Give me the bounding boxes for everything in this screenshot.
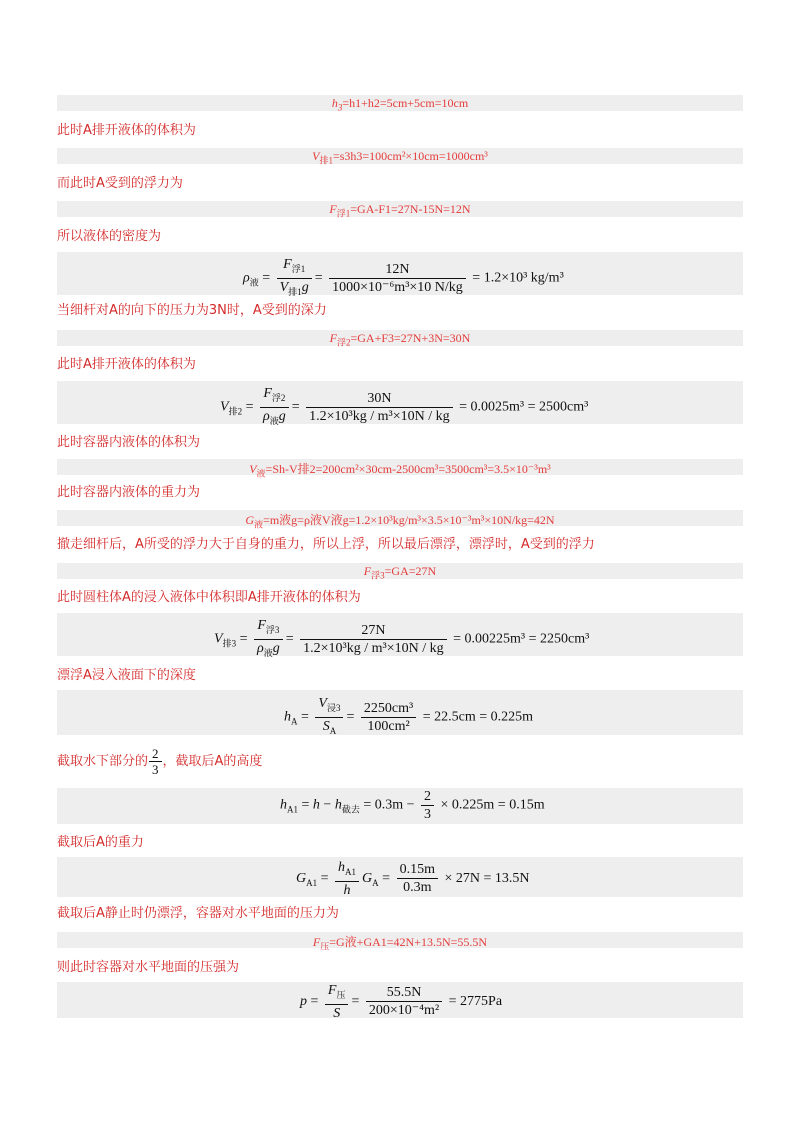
text-line: 此时容器内液体的重力为 <box>57 485 201 500</box>
equation-band-v2: $V_{排2}$ = $\frac{F_{浮2}}{\rho_液g}$ = $\frac{30N}{\text{1.2×10³kg / m³×10N / kg}}$ = 0.0025m³ = 2500cm³ <box>57 381 743 424</box>
density-denominator: 1000×10⁻⁶m³×10 N/kg <box>332 279 463 295</box>
text-line: 此时圆柱体A的浸入液体中体积即A排开液体的体积为 <box>57 590 361 605</box>
p-numerator: 55.5N <box>366 984 442 1002</box>
v3-result: = 0.00225m³ = 2250cm³ <box>453 631 590 647</box>
text-line: 截取后A的重力 <box>57 835 144 850</box>
ha-result: = 22.5cm = 0.225m <box>422 709 533 725</box>
text-line: 而此时A受到的浮力为 <box>57 176 183 191</box>
equation-gliquid: =m液g=ρ液V液g=1.2×10³kg/m³×3.5×10⁻³m³×10N/kg=42N <box>263 513 555 527</box>
equation-band-pressure: p = $\frac{F_压}{S}$ = $\frac{55.5N}{\text{200×10⁻⁴m²}}$ = 2775Pa <box>57 982 743 1018</box>
equation-band-density: $\rho_液$ = $\frac{F_{浮1}}{V_{排1}g}$ = $\frac{12N}{\text{1000×10⁻⁶m³×10 N/kg}}$ = 1.2×10³ kg/m³ <box>57 252 743 295</box>
ha1-frac-denominator: 3 <box>424 807 432 822</box>
v2-result: = 0.0025m³ = 2500cm³ <box>459 399 589 415</box>
equation-band-fpress: $F_压=G$液+GA1=42N+13.5N=55.5N <box>57 932 743 948</box>
equation-band-f1: $F_{浮1}=GA-F1=27N-15N=12N$ <box>57 201 743 217</box>
v3-denominator: 1.2×10³kg / m³×10N / kg <box>303 640 444 656</box>
density-numerator: 12N <box>329 261 466 279</box>
two-thirds-denominator: 3 <box>152 762 159 777</box>
ga1-result: × 27N = 13.5N <box>444 871 530 887</box>
equation-band-ha: $h_A$ = $\frac{V_{浸3}}{S_A}$ = $\frac{\text{2250cm³}}{\text{100cm²}}$ = 22.5cm = 0.225m <box>57 690 743 735</box>
cut-text-a: 截取水下部分的 <box>57 754 149 769</box>
text-line: 此时A排开液体的体积为 <box>57 123 196 138</box>
v3-numerator: 27N <box>300 622 446 640</box>
cut-text-b: ，截取后A的高度 <box>162 754 263 769</box>
density-result: = 1.2×10³ kg/m³ <box>472 270 564 286</box>
ha1-frac-numerator: 2 <box>421 788 434 806</box>
equation-band-h3: $h_3=h1+h2=5cm+5cm=10cm$ <box>57 95 743 111</box>
ha1-mid: = 0.3m − <box>363 797 415 813</box>
p-denominator: 200×10⁻⁴m² <box>368 1003 440 1019</box>
text-line: 此时容器内液体的体积为 <box>57 435 201 450</box>
equation-band-f3: $F_{浮3}=GA=27N$ <box>57 563 743 579</box>
equation-band-vliquid: $V_液=Sh-V$排2=200cm²×30cm-2500cm³=3500cm³=3.5×10⁻³m³ <box>57 459 743 475</box>
text-line: 此时A排开液体的体积为 <box>57 357 196 372</box>
ga1-numerator: 0.15m <box>397 861 438 879</box>
equation-f1: =GA-F1=27N-15N=12N <box>350 202 471 216</box>
text-line: 则此时容器对水平地面的压强为 <box>57 960 240 975</box>
v2-denominator: 1.2×10³kg / m³×10N / kg <box>309 408 450 424</box>
ha-numerator: 2250cm³ <box>361 700 416 718</box>
p-result: = 2775Pa <box>448 994 503 1010</box>
ga1-denominator: 0.3m <box>403 880 432 896</box>
equation-h3: =h1+h2=5cm+5cm=10cm <box>342 96 469 110</box>
text-line: 撤走细杆后，A所受的浮力大于自身的重力，所以上浮，所以最后漂浮，漂浮时，A受到的浮力 <box>57 537 595 552</box>
equation-vliquid: =Sh-V排2=200cm²×30cm-2500cm³=3500cm³=3.5×10⁻³m³ <box>265 462 551 476</box>
ha1-result: × 0.225m = 0.15m <box>440 797 545 813</box>
equation-band-f2: $F_{浮2}=GA+F3=27N+3N=30N$ <box>57 330 743 346</box>
equation-f2: =GA+F3=27N+3N=30N <box>350 331 471 345</box>
text-line-cut <box>57 745 262 779</box>
two-thirds-numerator: 2 <box>149 746 162 762</box>
equation-band-v1: $V_{排1}=s3h3=100cm^2\times 10cm=1000cm^3$ <box>57 148 743 164</box>
text-line: 当细杆对A的向下的压力为3N时，A受到的深力 <box>57 303 327 318</box>
equation-f3: =GA=27N <box>384 564 437 578</box>
text-line: 所以液体的密度为 <box>57 229 162 244</box>
equation-v1: =s3h3=100cm²×10cm=1000cm³ <box>332 149 488 163</box>
ha-denominator: 100cm² <box>367 718 410 734</box>
equation-band-ga1: $G_{A1}$ = $\frac{h_{A1}}{h}$ $G_A$ = $\frac{0.15m}{0.3m}$ × 27N = 13.5N <box>57 857 743 897</box>
v2-numerator: 30N <box>306 390 452 408</box>
text-line: 漂浮A浸入液面下的深度 <box>57 668 196 683</box>
equation-band-gliquid: $G_液=m$液g=ρ液V液g=1.2×10³kg/m³×3.5×10⁻³m³×10N/kg=42N <box>57 510 743 526</box>
equation-fpress: =G液+GA1=42N+13.5N=55.5N <box>329 935 488 949</box>
equation-band-ha1: $h_{A1} = h - h_{截去} = 0.3m$ − $\frac{2}{3}$ × 0.225m = 0.15m <box>57 788 743 824</box>
text-line: 截取后A静止时仍漂浮，容器对水平地面的压力为 <box>57 906 339 921</box>
equation-band-v3: $V_{排3}$ = $\frac{F_{浮3}}{\rho_液g}$ = $\frac{27N}{\text{1.2×10³kg / m³×10N / kg}}$ = 0.00225m³ = 2250cm³ <box>57 613 743 656</box>
